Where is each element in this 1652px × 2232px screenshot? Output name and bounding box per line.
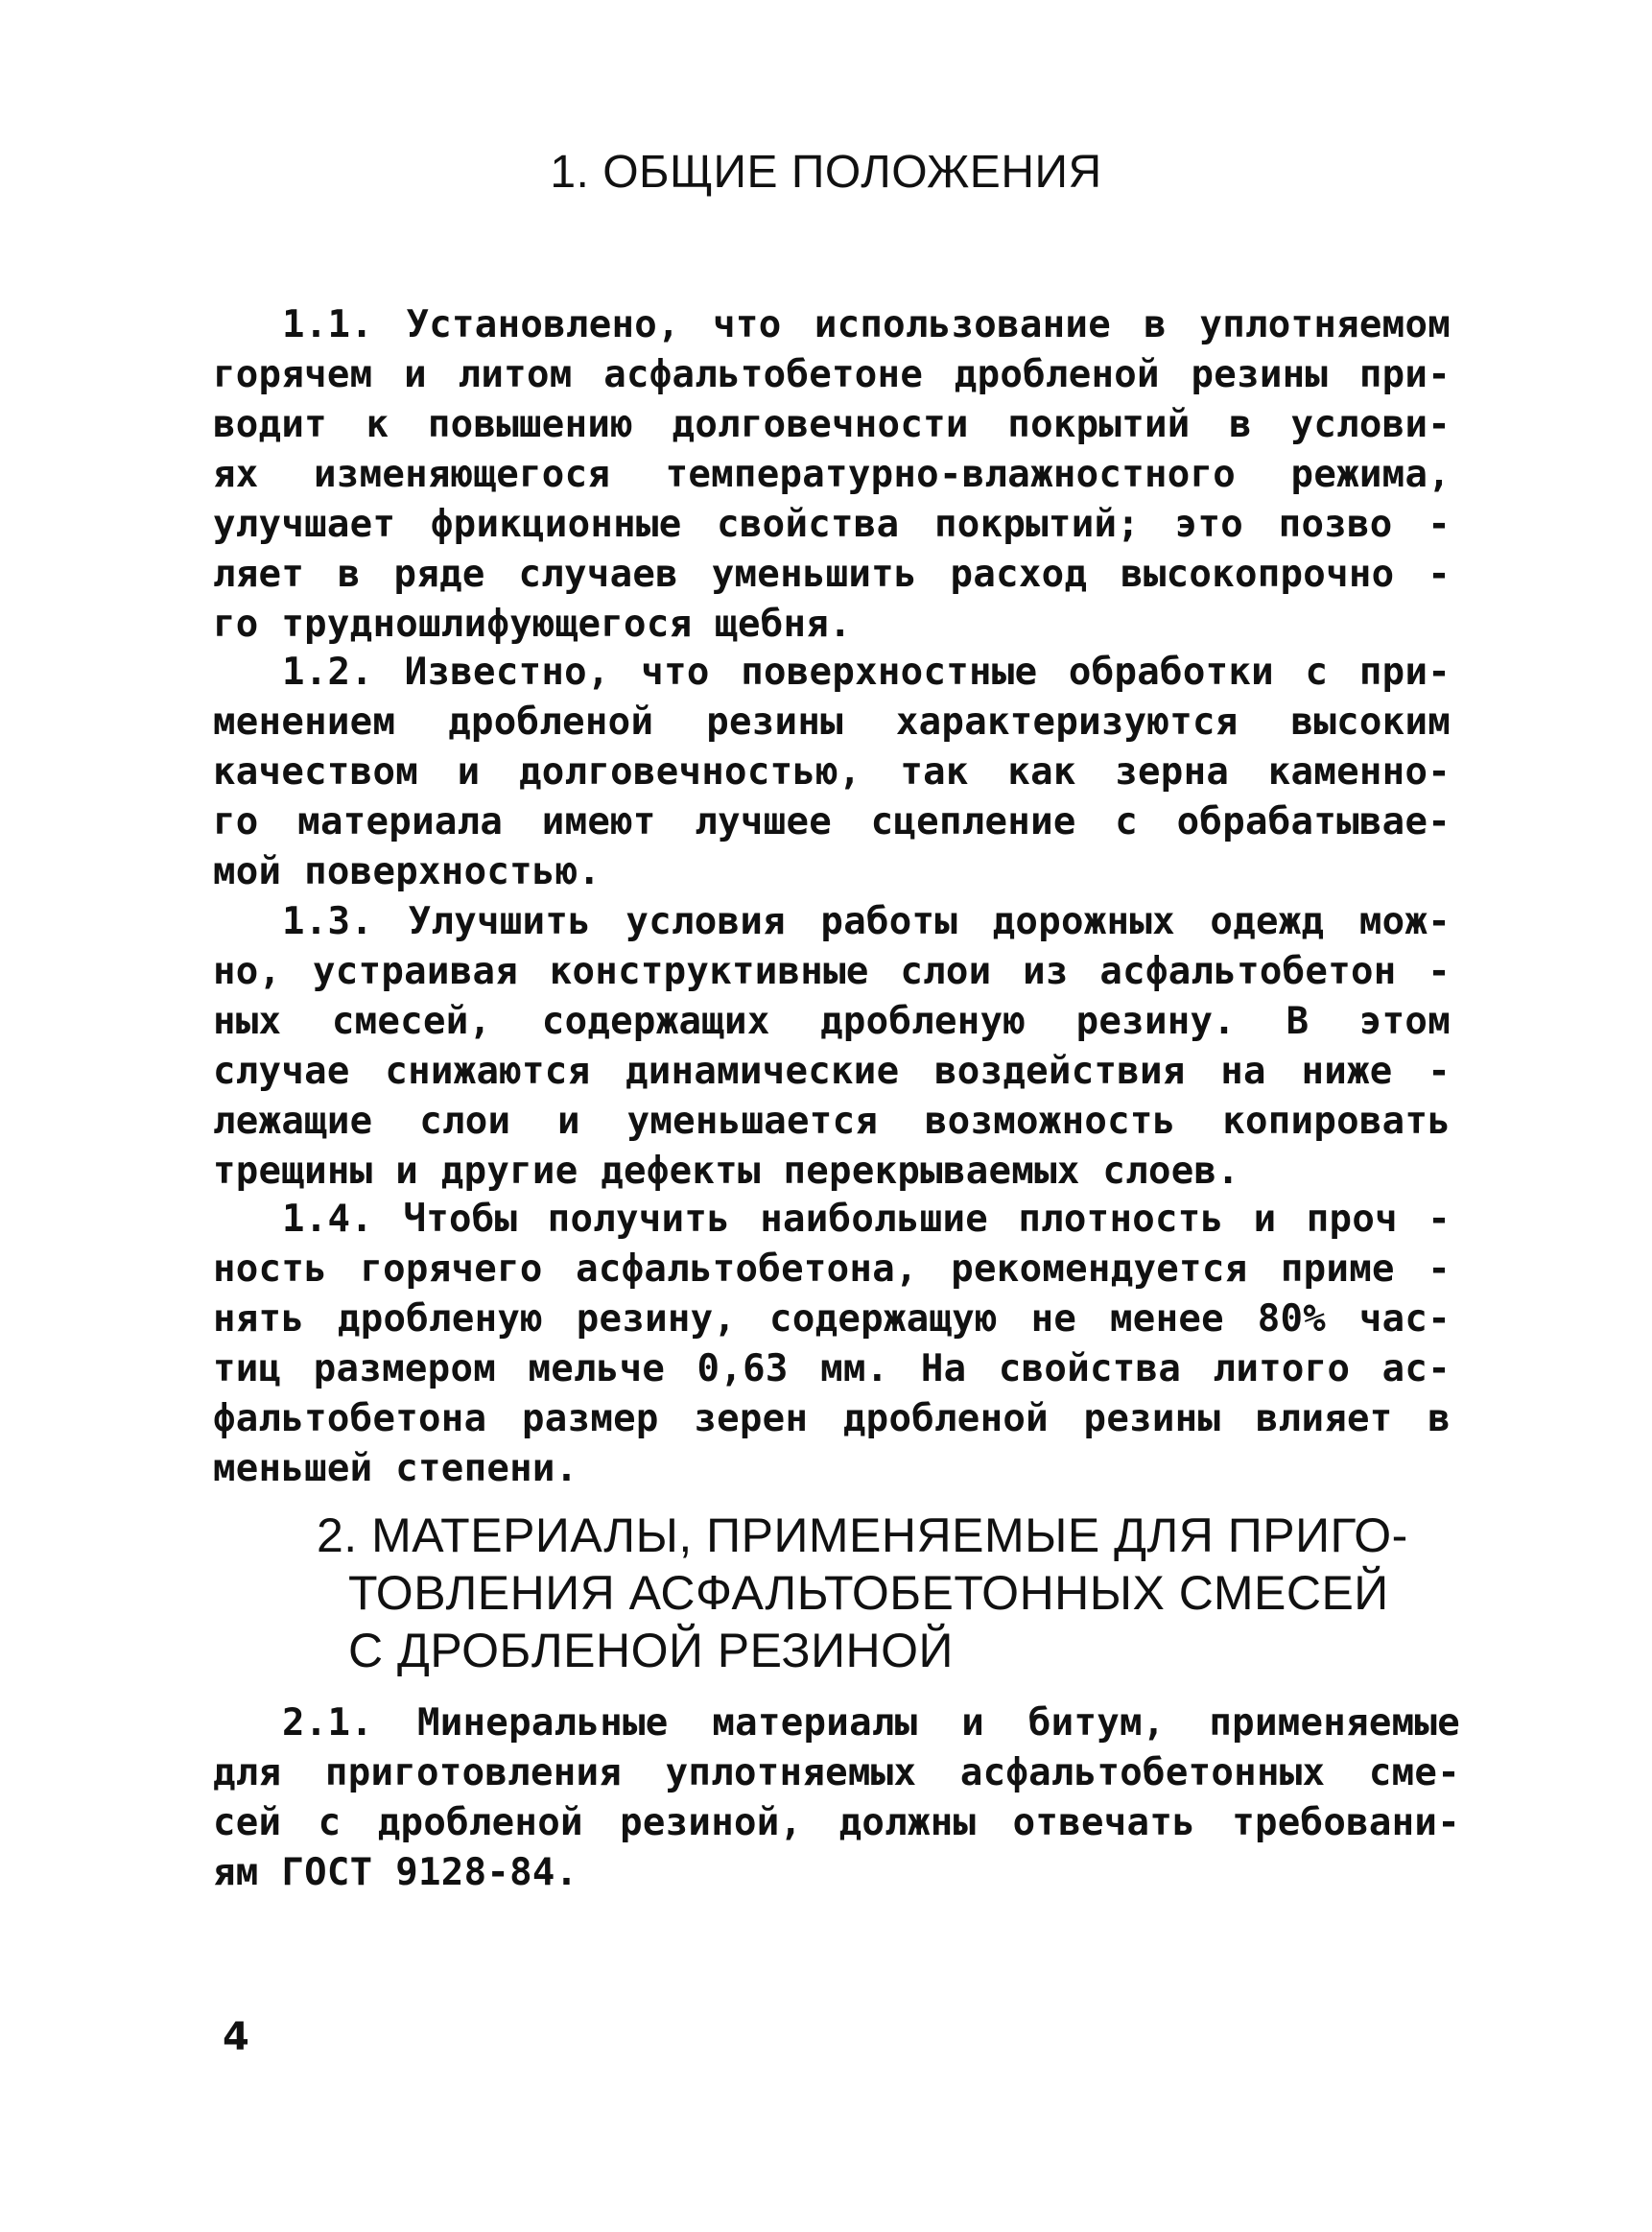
text-line: улучшает фрикционные свойства покрытий; это позво - bbox=[213, 503, 1451, 546]
text-line: 2.1. Минеральные материалы и битум, применяемые bbox=[282, 1701, 1460, 1745]
paragraph-2-1 bbox=[213, 1698, 1460, 1898]
text-line: ляет в ряде случаев уменьшить расход высокопрочно - bbox=[213, 553, 1451, 596]
text-line: ных смесей, содержащих дробленую резину. В этом bbox=[213, 1000, 1451, 1043]
text-line: фальтобетона размер зерен дробленой резины влияет в bbox=[213, 1397, 1451, 1440]
text-line: го трудношлифующегося щебня. bbox=[213, 603, 852, 646]
text-line: мой поверхностью. bbox=[213, 850, 602, 893]
text-line: трещины и другие дефекты перекрываемых слоев. bbox=[213, 1150, 1240, 1193]
text-line: тиц размером мельче 0,63 мм. На свойства литого ас- bbox=[213, 1347, 1451, 1390]
text-line: меньшей степени. bbox=[213, 1447, 578, 1490]
section-2-title-line: 2. МАТЕРИАЛЫ, ПРИМЕНЯЕМЫЕ ДЛЯ ПРИГО- bbox=[317, 1508, 1408, 1562]
text-line: ях изменяющегося температурно-влажностного режима, bbox=[213, 453, 1451, 496]
paragraph-1-4 bbox=[213, 1195, 1451, 1494]
text-line: горячем и литом асфальтобетоне дробленой резины при- bbox=[213, 353, 1451, 396]
text-line: лежащие слои и уменьшается возможность копировать bbox=[213, 1100, 1451, 1143]
text-line: но, устраивая конструктивные слои из асфальтобетон - bbox=[213, 950, 1451, 993]
section-2-title-line: ТОВЛЕНИЯ АСФАЛЬТОБЕТОННЫХ СМЕСЕЙ bbox=[348, 1566, 1389, 1620]
section-2-title-line: С ДРОБЛЕНОЙ РЕЗИНОЙ bbox=[348, 1624, 954, 1677]
text-line: менением дробленой резины характеризуются высоким bbox=[213, 700, 1451, 744]
text-line: ность горячего асфальтобетона, рекомендуется приме - bbox=[213, 1247, 1451, 1291]
section-2-title bbox=[317, 1507, 1468, 1679]
text-line: нять дробленую резину, содержащую не менее 80% час- bbox=[213, 1297, 1451, 1341]
text-line: водит к повышению долговечности покрытий в услови- bbox=[213, 403, 1451, 446]
page-number: 4 bbox=[223, 2015, 249, 2059]
section-1-title: 1. ОБЩИЕ ПОЛОЖЕНИЯ bbox=[550, 147, 1102, 198]
text-line: 1.3. Улучшить условия работы дорожных одежд мож- bbox=[282, 900, 1451, 943]
text-line: для приготовления уплотняемых асфальтобетонных сме- bbox=[213, 1751, 1460, 1794]
text-line: сей с дробленой резиной, должны отвечать требовани- bbox=[213, 1801, 1460, 1844]
paragraph-1-2 bbox=[213, 648, 1451, 897]
paragraph-1-1 bbox=[213, 300, 1451, 650]
text-line: 1.2. Известно, что поверхностные обработки с при- bbox=[282, 651, 1451, 694]
paragraph-1-3 bbox=[213, 897, 1451, 1197]
text-line: го материала имеют лучшее сцепление с обрабатывае- bbox=[213, 800, 1451, 843]
text-line: 1.1. Установлено, что использование в уплотняемом bbox=[282, 303, 1451, 346]
text-line: 1.4. Чтобы получить наибольшие плотность и проч - bbox=[282, 1198, 1451, 1241]
text-line: случае снижаются динамические воздействия на ниже - bbox=[213, 1050, 1451, 1093]
text-line: ям ГОСТ 9128-84. bbox=[213, 1851, 578, 1894]
text-line: качеством и долговечностью, так как зерна каменно- bbox=[213, 750, 1451, 794]
